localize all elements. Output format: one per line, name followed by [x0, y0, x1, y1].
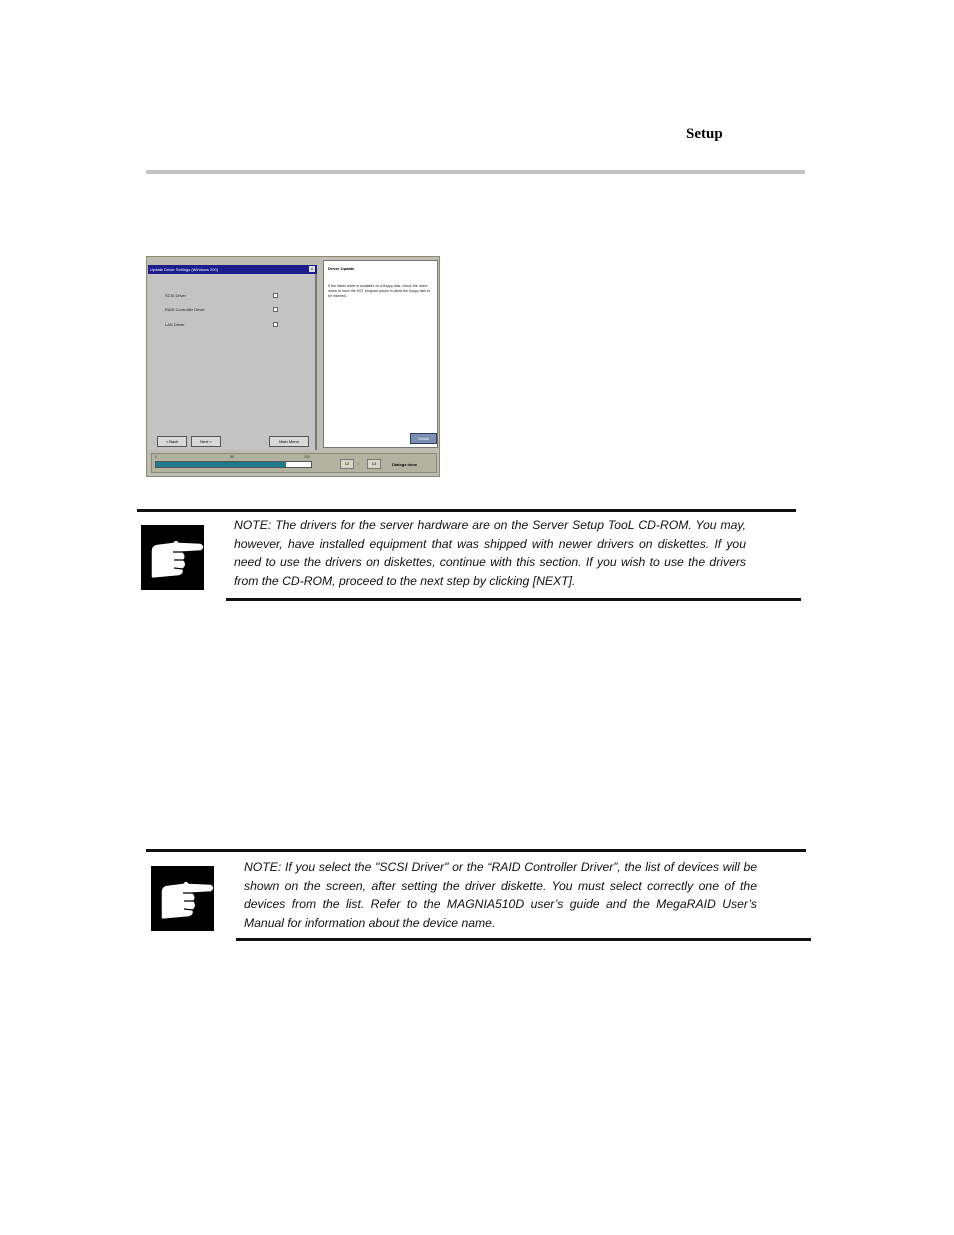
page-section-title: Setup [686, 126, 723, 142]
note-bottom-rule [226, 598, 801, 601]
progress-bar-fill [156, 462, 286, 467]
detail-button[interactable]: Detail [410, 433, 437, 444]
pointing-hand-icon [141, 525, 204, 590]
scsi-driver-checkbox[interactable] [273, 293, 278, 298]
lan-driver-checkbox[interactable] [273, 322, 278, 327]
close-icon[interactable]: x [311, 266, 313, 271]
status-text: Dialogs done [392, 462, 418, 467]
progress-area [151, 453, 437, 473]
progress-tick-end: 100 [304, 455, 310, 459]
header-divider [146, 170, 805, 174]
help-title: Driver Update [328, 266, 355, 271]
progress-tick-mid: 50 [230, 455, 234, 459]
driver-settings-screenshot [146, 256, 440, 477]
next-button[interactable]: Next > [191, 436, 221, 447]
driver-item-scsi: SCSI Driver [165, 293, 187, 298]
progress-bar [155, 461, 312, 468]
driver-item-raid: RAID Controller Driver [165, 307, 205, 312]
window-title: Update Driver Settings (Windows 200) [150, 267, 219, 272]
main-menu-button[interactable]: Main Menu [269, 436, 309, 447]
current-step: 12 [340, 459, 354, 469]
driver-settings-window [148, 265, 317, 450]
help-body: If the latest driver is available on a floppy disk, check the driver name to have the SST program pause to allow the floppy disk to be inserted. [328, 284, 431, 298]
step-separator: / [358, 461, 360, 466]
note-text: NOTE: The drivers for the server hardware are on the Server Setup TooL CD-ROM. You may, however, have installed equipment that was shipped with newer drivers on diskettes. If you need to use the drivers on diskettes, continue with this section. If you wish to use the drivers from the CD-ROM, proceed to the next step by clicking [NEXT]. [234, 518, 746, 589]
window-title-bar [148, 265, 317, 274]
help-panel [323, 260, 438, 448]
note-text: NOTE: If you select the "SCSI Driver" or the “RAID Controller Driver”, the list of devices will be shown on the screen, after setting the driver diskette. You must select correctly one of the devices from the list. Refer to the MAGNIA510D user’s guide and the MegaRAID User’s Manual for information about the device name. [244, 860, 757, 931]
driver-item-lan: LAN Driver [165, 322, 185, 327]
progress-tick-start: 0 [155, 455, 157, 459]
note-top-rule [137, 509, 796, 512]
raid-driver-checkbox[interactable] [273, 307, 278, 312]
total-steps: 13 [367, 459, 381, 469]
note-bottom-rule [236, 938, 811, 941]
pointing-hand-icon [151, 866, 214, 931]
back-button[interactable]: < Back [157, 436, 187, 447]
note-top-rule [146, 849, 806, 852]
